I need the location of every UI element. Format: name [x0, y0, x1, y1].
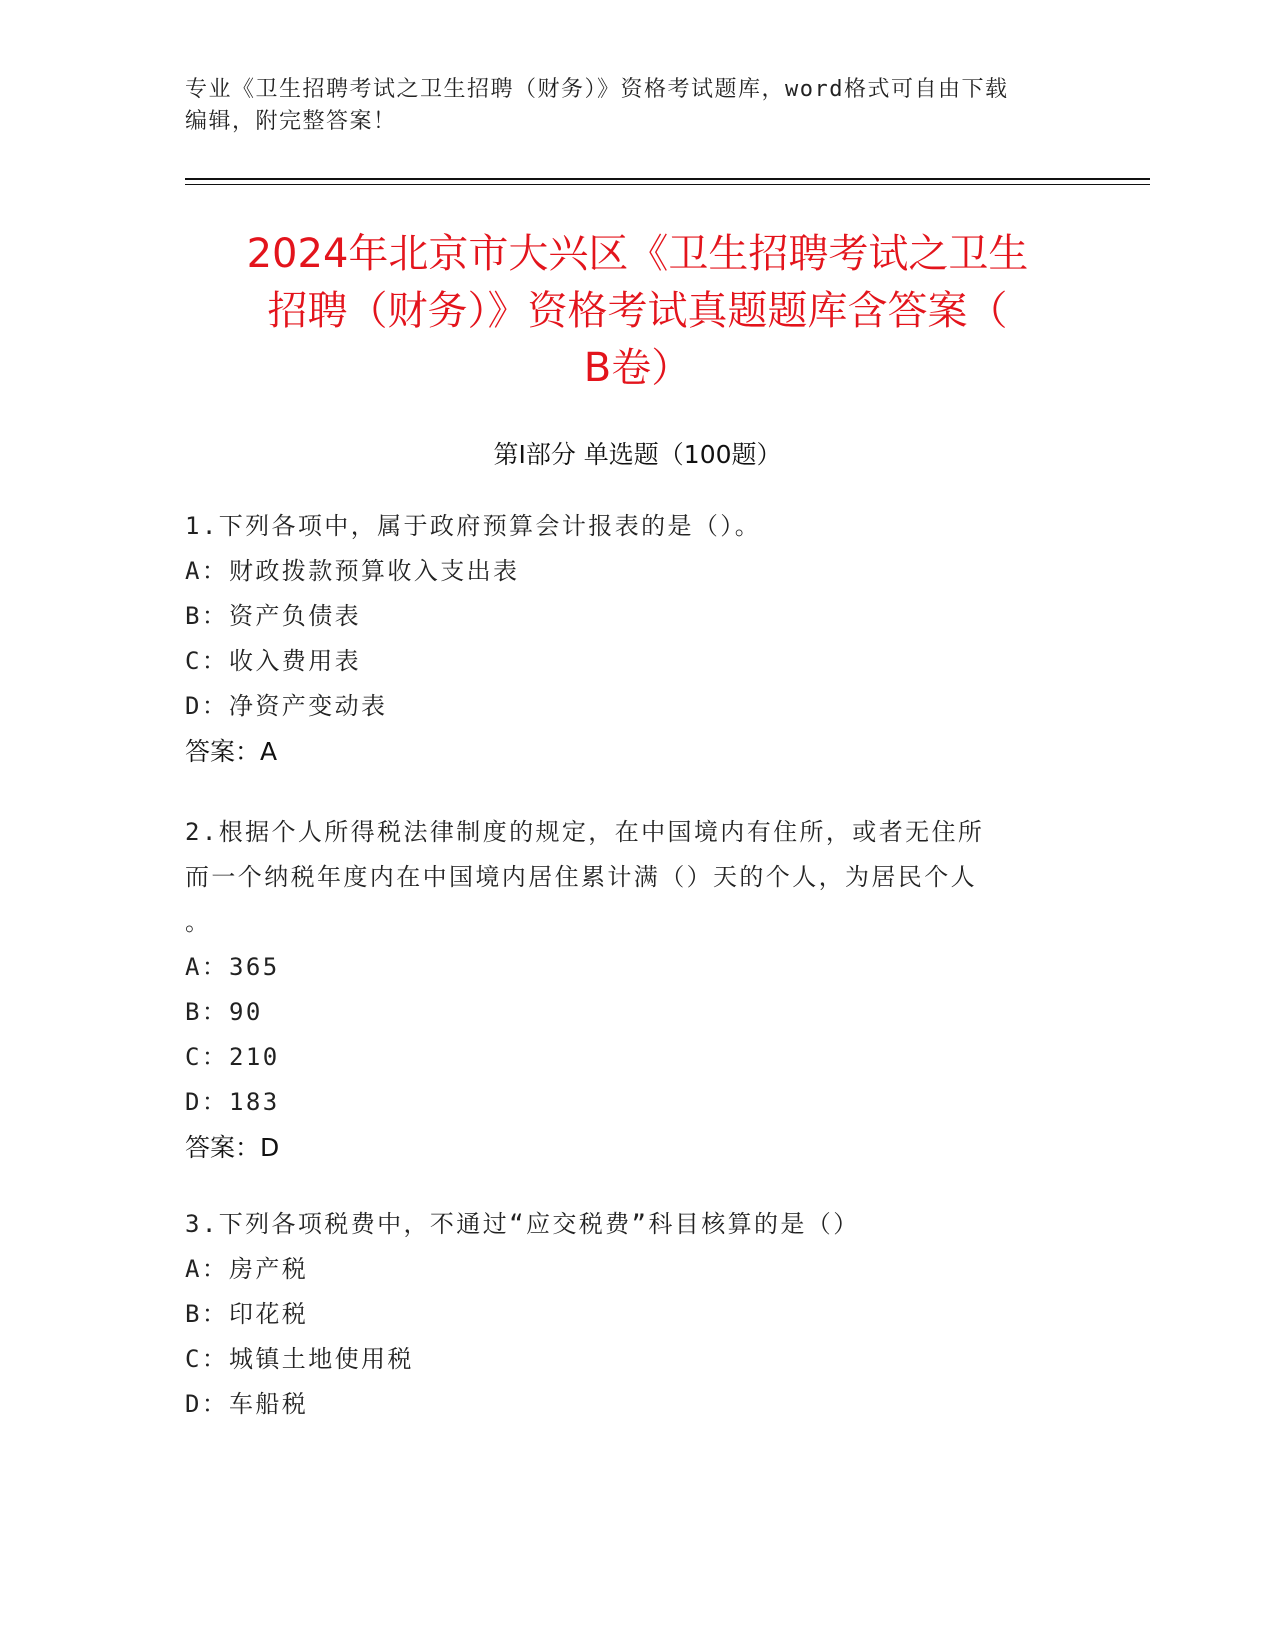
option-key: B：	[185, 602, 229, 630]
question-text: 1.下列各项中，属于政府预算会计报表的是（）。	[185, 512, 762, 540]
document-title-line-1: 2024年北京市大兴区《卫生招聘考试之卫生	[246, 231, 1029, 277]
option-d	[185, 1382, 1085, 1427]
option-text: 90	[229, 998, 263, 1026]
option-text: 210	[229, 1043, 280, 1071]
option-key: D：	[185, 692, 229, 720]
document-title	[150, 226, 1125, 397]
answer-line: 答案：D	[185, 1133, 280, 1162]
question-text: 3.下列各项税费中，不通过“应交税费”科目核算的是（）	[185, 1210, 860, 1238]
option-text: 印花税	[229, 1300, 309, 1328]
option-b	[185, 594, 1085, 639]
option-d	[185, 1080, 1085, 1125]
header-rule-thin	[185, 184, 1150, 185]
option-key: A：	[185, 953, 229, 981]
option-b	[185, 990, 1085, 1035]
section-title: 第Ⅰ部分 单选题（100题）	[493, 440, 782, 469]
option-d	[185, 684, 1085, 729]
option-key: D：	[185, 1088, 229, 1116]
option-c	[185, 639, 1085, 684]
option-text: 净资产变动表	[229, 692, 388, 720]
option-key: C：	[185, 1043, 229, 1071]
option-b	[185, 1292, 1085, 1337]
document-title-line-3: B卷）	[583, 345, 692, 391]
option-c	[185, 1337, 1085, 1382]
question-1	[185, 504, 1085, 774]
question-3	[185, 1202, 1085, 1427]
header-note-line-1: 专业《卫生招聘考试之卫生招聘（财务）》资格考试题库，word格式可自由下载	[185, 77, 1009, 102]
option-text: 车船税	[229, 1390, 309, 1418]
option-key: B：	[185, 998, 229, 1026]
option-text: 收入费用表	[229, 647, 361, 675]
option-key: C：	[185, 647, 229, 675]
answer-line: 答案：A	[185, 737, 278, 766]
option-text: 资产负债表	[229, 602, 361, 630]
option-text: 城镇土地使用税	[229, 1345, 414, 1373]
document-title-line-2: 招聘（财务）》资格考试真题题库含答案（	[267, 288, 1008, 334]
option-a	[185, 1247, 1085, 1292]
option-text: 房产税	[229, 1255, 309, 1283]
question-text-line-2: 而一个纳税年度内在中国境内居住累计满（）天的个人，为居民个人	[185, 863, 977, 891]
header-note-line-2: 编辑，附完整答案！	[185, 109, 397, 134]
option-a	[185, 945, 1085, 990]
option-text: 财政拨款预算收入支出表	[229, 557, 520, 585]
option-key: B：	[185, 1300, 229, 1328]
option-a	[185, 549, 1085, 594]
question-text-line-1: 2.根据个人所得税法律制度的规定，在中国境内有住所，或者无住所	[185, 818, 985, 846]
option-key: C：	[185, 1345, 229, 1373]
option-c	[185, 1035, 1085, 1080]
option-text: 365	[229, 953, 280, 981]
question-2	[185, 810, 1085, 1170]
header-rule-thick	[185, 178, 1150, 180]
option-key: D：	[185, 1390, 229, 1418]
header-note	[185, 74, 1065, 138]
question-text-line-3: 。	[185, 908, 212, 936]
option-key: A：	[185, 1255, 229, 1283]
option-text: 183	[229, 1088, 280, 1116]
option-key: A：	[185, 557, 229, 585]
